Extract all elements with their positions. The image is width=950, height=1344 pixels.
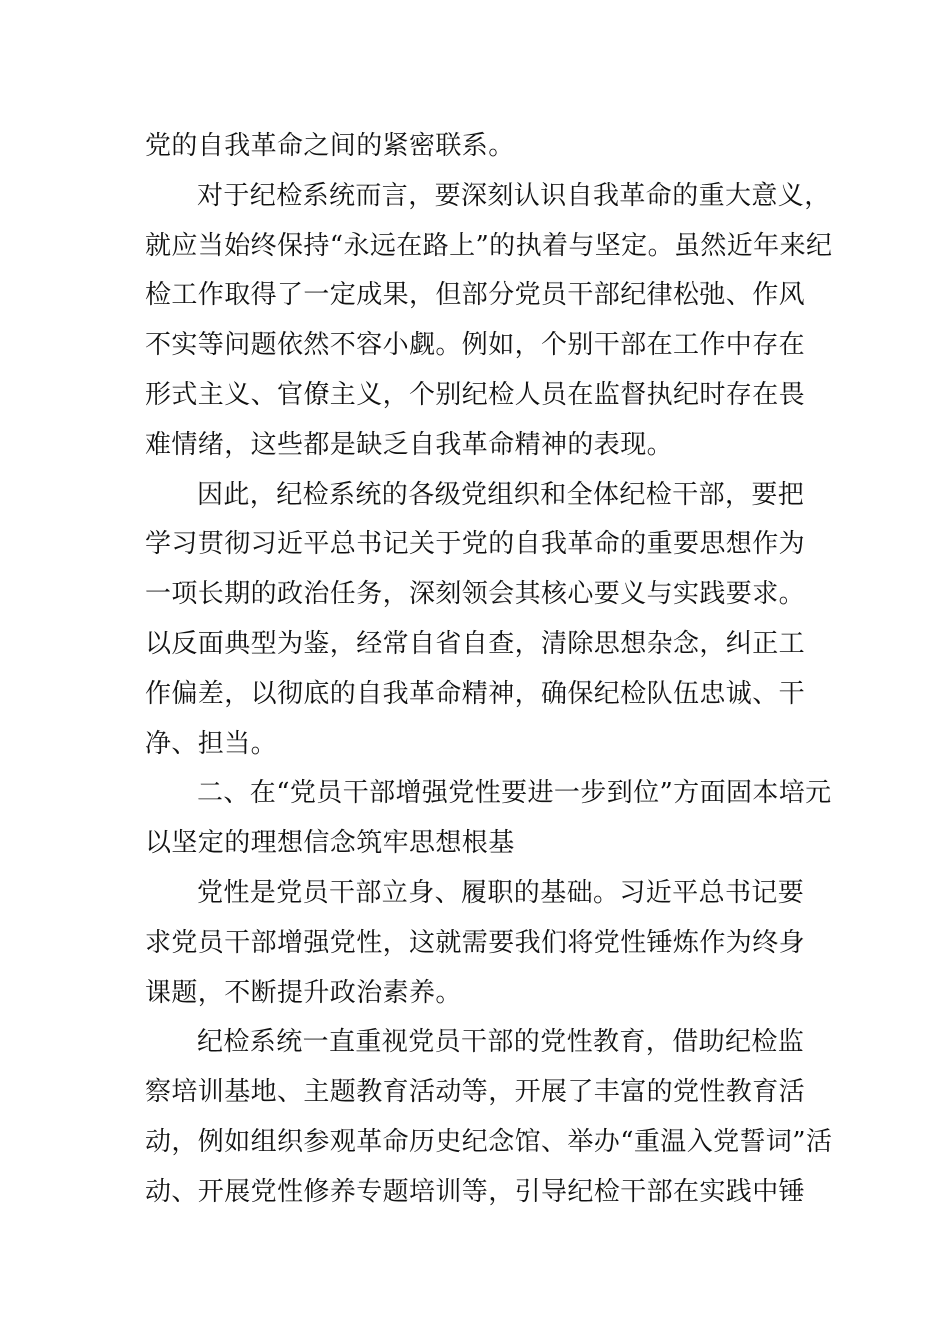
text-line: 动、开展党性修养专题培训等，引导纪检干部在实践中锤 <box>145 1176 806 1207</box>
text-line: 党的自我革命之间的紧密联系。 <box>145 131 515 161</box>
text-line: 察培训基地、主题教育活动等，开展了丰富的党性教育活 <box>145 1077 806 1108</box>
paragraph-first-line: 纪检系统一直重视党员干部的党性教育，借助纪检监 <box>197 1027 805 1058</box>
document-body <box>145 122 835 1218</box>
text-line: 以反面典型为鉴，经常自省自查，清除思想杂念，纠正工 <box>145 628 806 659</box>
text-line: 作偏差，以彻底的自我革命精神，确保纪检队伍忠诚、干 <box>145 678 806 709</box>
text-line: 难情绪，这些都是缺乏自我革命精神的表现。 <box>145 429 674 460</box>
paragraph-first-line: 党性是党员干部立身、履职的基础。习近平总书记要 <box>197 877 805 908</box>
section-heading-line: 以坚定的理想信念筑牢思想根基 <box>145 828 515 859</box>
text-line: 学习贯彻习近平总书记关于党的自我革命的重要思想作为 <box>145 529 806 560</box>
text-line: 就应当始终保持“永远在路上”的执着与坚定。虽然近年来纪 <box>145 230 833 261</box>
paragraph-first-line: 因此，纪检系统的各级党组织和全体纪检干部，要把 <box>197 479 805 510</box>
section-heading-line: 二、在“党员干部增强党性要进一步到位”方面固本培元 <box>197 778 832 809</box>
text-line: 求党员干部增强党性，这就需要我们将党性锤炼作为终身 <box>145 927 806 958</box>
text-line: 检工作取得了一定成果，但部分党员干部纪律松弛、作风 <box>145 280 806 311</box>
text-line: 课题，不断提升政治素养。 <box>145 977 462 1008</box>
text-line: 一项长期的政治任务，深刻领会其核心要义与实践要求。 <box>145 579 806 610</box>
text-line: 形式主义、官僚主义，个别纪检人员在监督执纪时存在畏 <box>145 379 806 410</box>
text-line: 不实等问题依然不容小觑。例如，个别干部在工作中存在 <box>145 330 806 361</box>
text-line: 动，例如组织参观革命历史纪念馆、举办“重温入党誓词”活 <box>145 1126 833 1157</box>
paragraph-first-line: 对于纪检系统而言，要深刻认识自我革命的重大意义， <box>197 180 831 211</box>
text-line: 净、担当。 <box>145 728 278 759</box>
